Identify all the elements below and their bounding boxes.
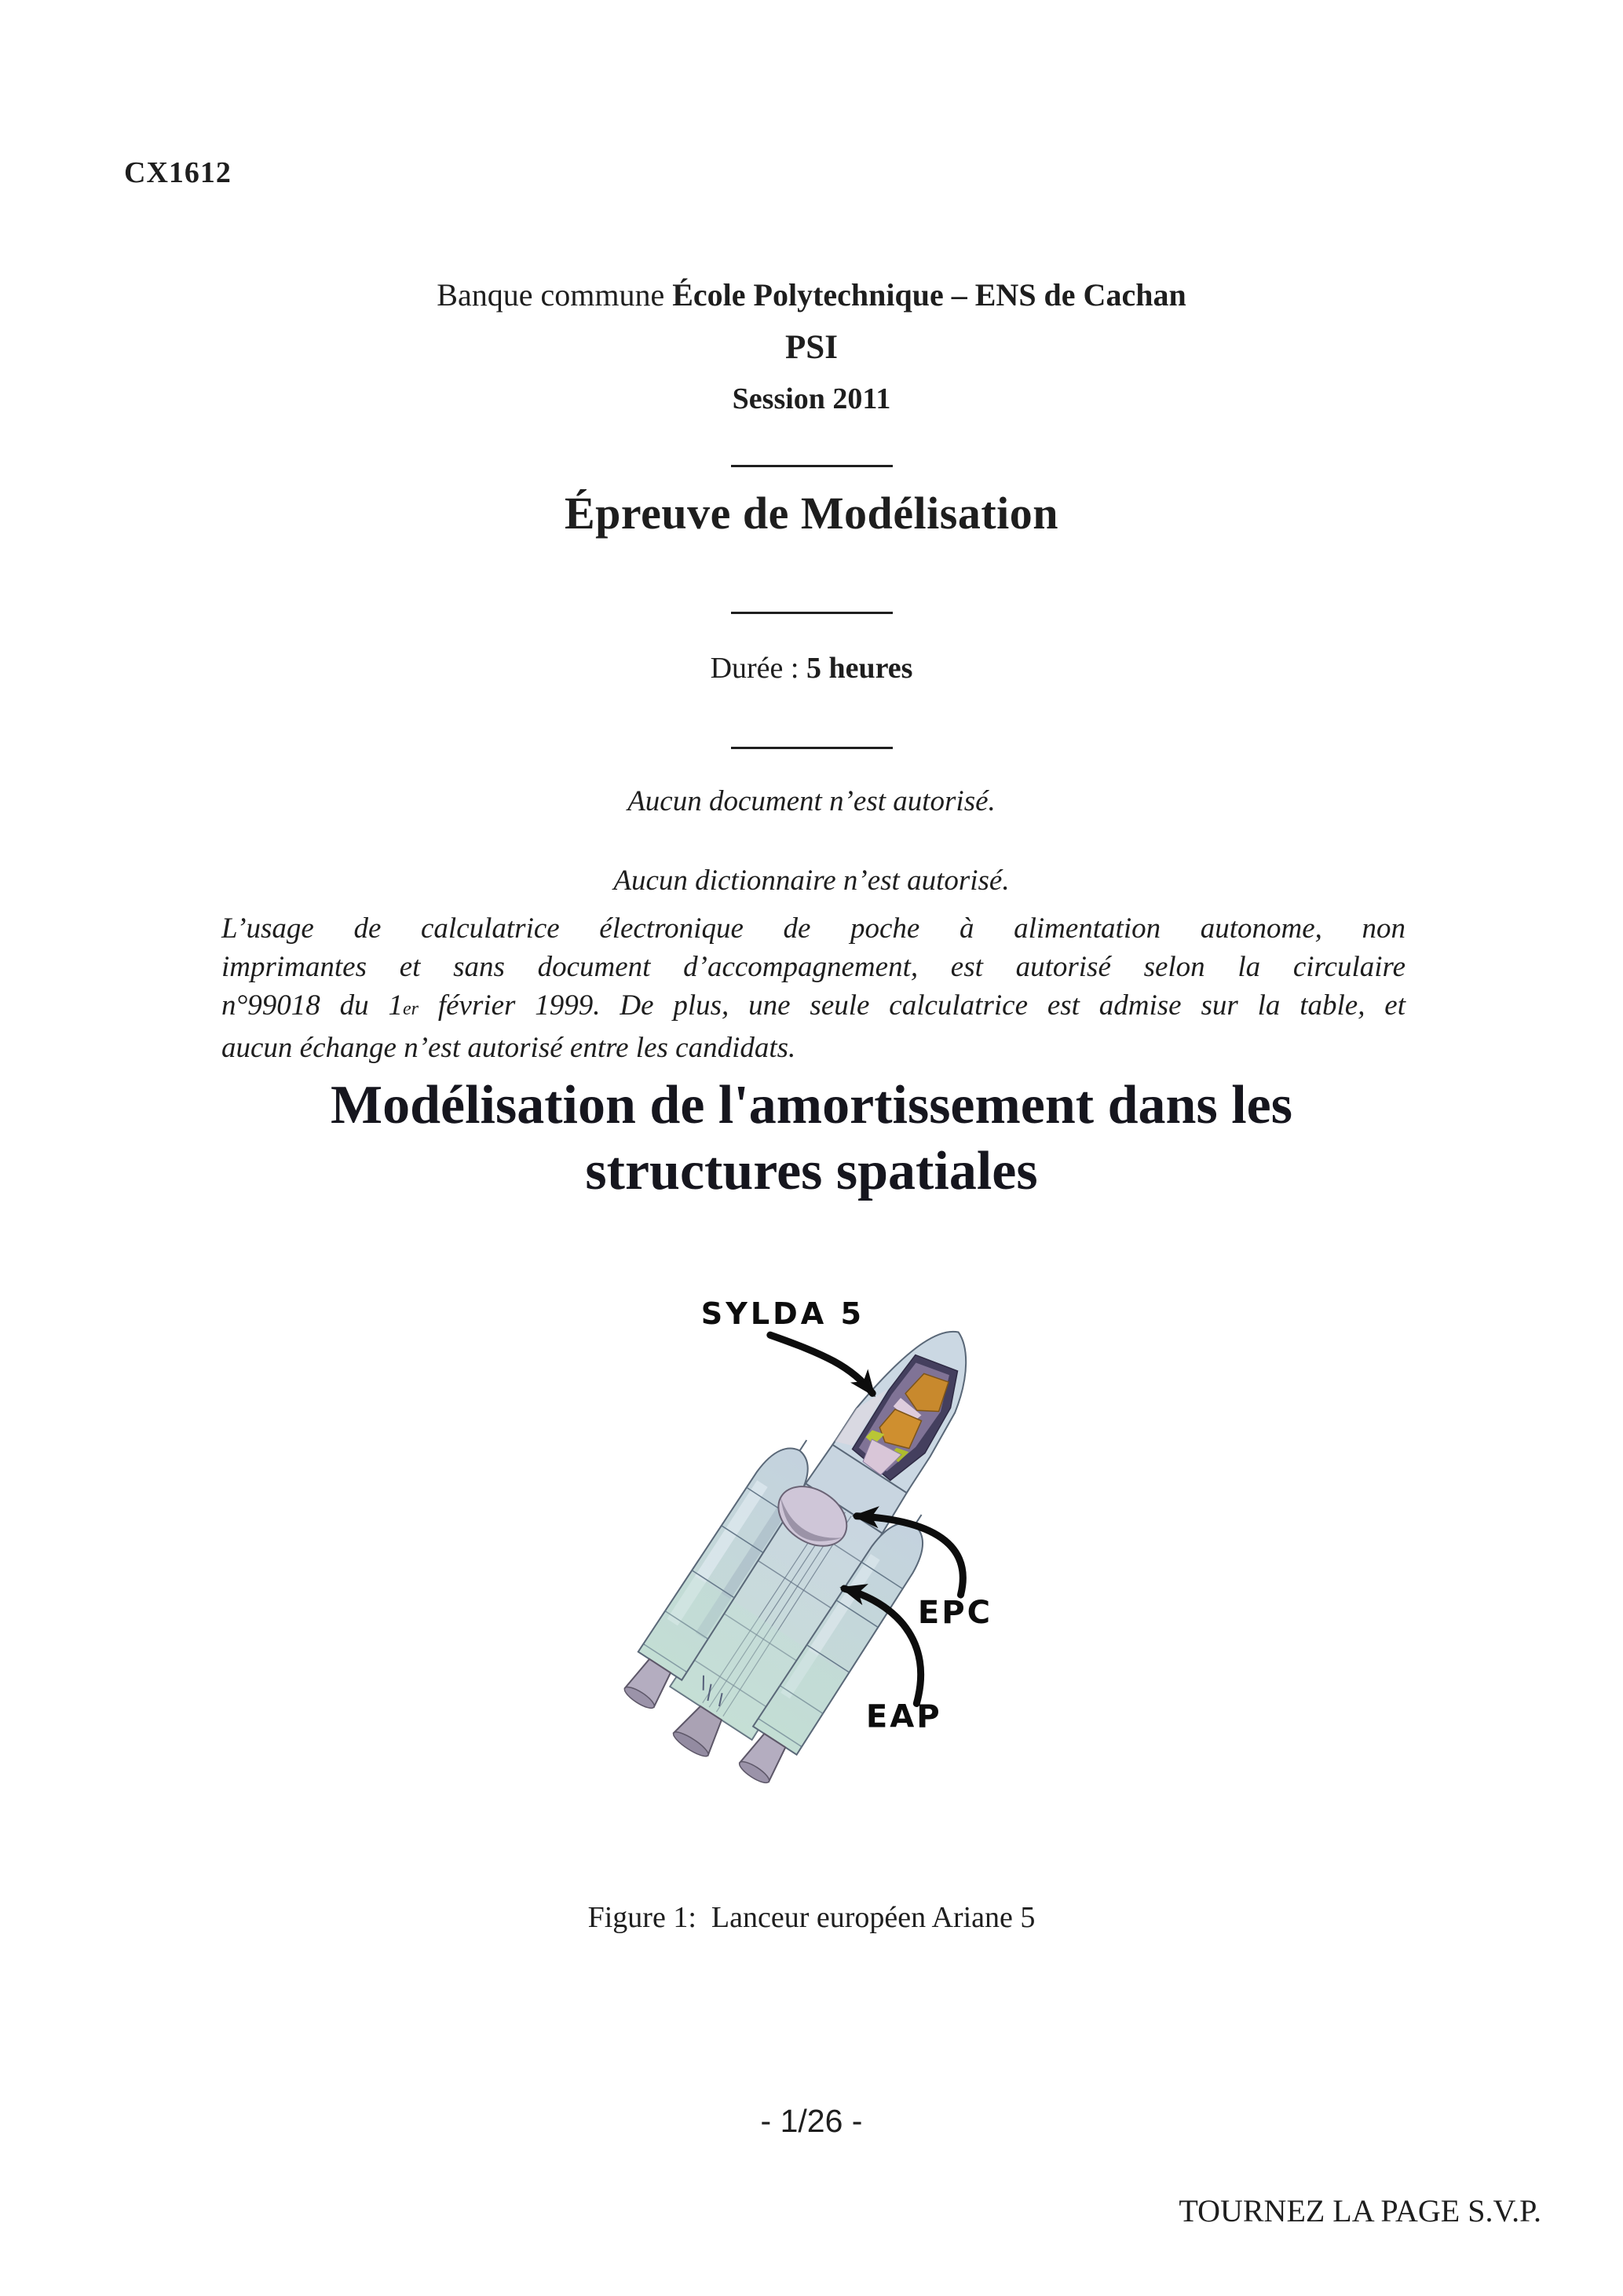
ariane5-illustration [564,1278,1068,1877]
calculator-rules-paragraph [221,909,1406,1067]
rules-line-2: imprimantes et sans document d’accompagnement, est autorisé selon la circulaire [221,951,1406,983]
header-class: PSI [785,329,838,366]
epc-label: EPC [917,1595,993,1632]
header-schools: École Polytechnique – ENS de Cachan [672,277,1186,313]
sylda5-arrow [770,1335,872,1393]
subject-title-line-1: Modélisation de l'amortissement dans les [331,1075,1292,1135]
rules-line-4: aucun échange n’est autorisé entre les candidats. [221,1032,796,1064]
left-booster-tip [799,1440,806,1451]
separator-rule [731,747,893,749]
duration-value: 5 heures [806,652,913,685]
ariane5-figure [564,1278,1068,1877]
rules-line-3-post: février 1999. De plus, une seule calculatrice est admise sur la table, et [418,989,1406,1022]
duration-line [0,651,1623,686]
separator-rule [731,612,893,614]
exam-code: CX1612 [124,156,232,189]
turn-page-notice: TOURNEZ LA PAGE S.V.P. [1179,2193,1541,2228]
sylda5-label: SYLDA 5 [700,1296,865,1332]
notice-no-dictionary: Aucun dictionnaire n’est autorisé. [613,865,1010,897]
rules-line-1: L’usage de calculatrice électronique de poche à alimentation autonome, non [221,912,1406,945]
rules-line-3-pre: n°99018 du 1 [221,989,403,1022]
subject-title-line-2: structures spatiales [585,1141,1038,1201]
notice-no-document: Aucun document n’est autorisé. [627,785,996,817]
header-institutions [0,276,1623,313]
figure-caption: Figure 1: Lanceur européen Ariane 5 [587,1901,1036,1934]
header-session: Session 2011 [732,382,891,415]
subject-title [0,1073,1623,1205]
rules-line-3 [221,986,1406,1029]
eap-label: EAP [865,1698,942,1735]
rules-line-3-ordinal: er [402,999,419,1019]
duration-label: Durée : [710,652,806,685]
exam-title: Épreuve de Modélisation [564,488,1059,539]
separator-rule [731,465,893,467]
header-bank-label: Banque commune [437,277,673,313]
page-number: - 1/26 - [760,2103,863,2139]
